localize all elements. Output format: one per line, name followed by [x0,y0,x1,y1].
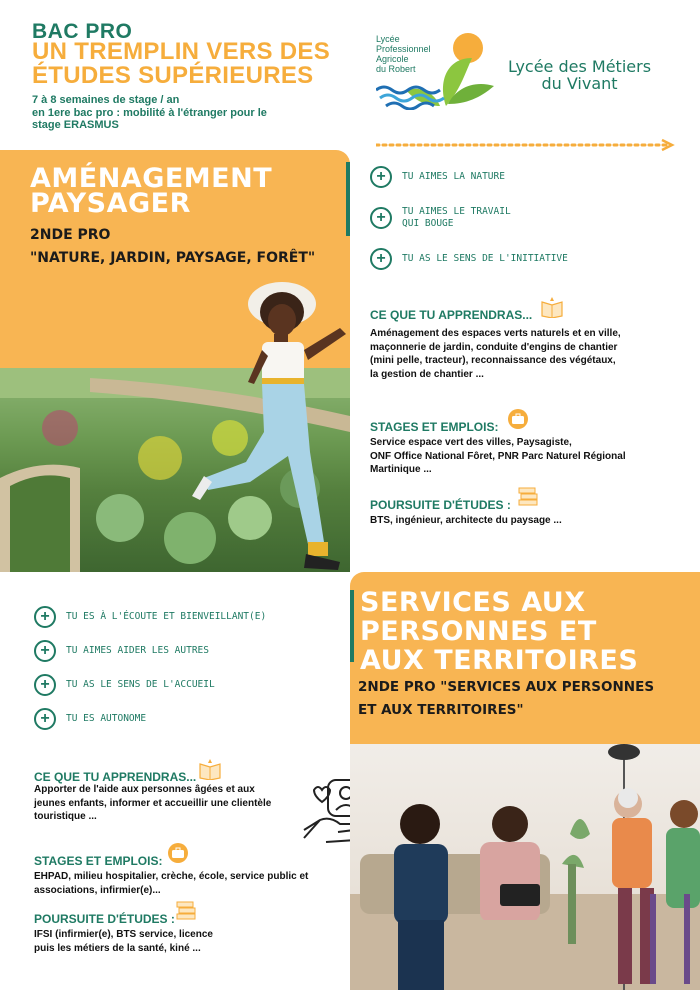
section1-jobs-line1: Service espace vert des villes, Paysagiste, [370,437,572,448]
quality-item [34,674,266,696]
plus-circle-icon: + [34,708,56,730]
briefcase-icon [506,408,530,430]
header-bac-pro: BAC PRO [32,20,133,43]
header-title-line2: ÉTUDES SUPÉRIEURES [32,62,314,89]
section2-learn-line3: touristique ... [34,811,97,822]
section1-learn-text [370,327,621,381]
header-sub-line3: stage ERASMUS [32,119,119,131]
section1-jobs-heading: STAGES ET EMPLOIS: [370,420,499,434]
section1-learn-line1: Aménagement des espaces verts naturels et en ville, [370,328,621,339]
header-title [32,40,330,88]
briefcase-icon [166,842,190,864]
woman-illustration [190,272,380,578]
quality-label: TU AS LE SENS DE L'INITIATIVE [402,253,568,264]
section1-learn-line3: (mini pelle, tracteur), reconnaissance des végétaux, [370,355,616,366]
section2-jobs-line2: associations, infirmier(e)... [34,884,161,896]
logo-text [376,34,431,74]
section2-divider [350,590,354,662]
plus-circle-icon: + [370,248,392,270]
book-icon [198,758,222,780]
section1-studies-heading: POURSUITE D'ÉTUDES : [370,498,511,512]
brand-line2: du Vivant [541,74,618,93]
quality-label: TU ES AUTONOME [66,713,147,724]
section1-sub-line2: "NATURE, JARDIN, PAYSAGE, FORÊT" [30,250,316,266]
section2-qualities [34,606,266,730]
quality-label-line2: QUI BOUGE [402,218,454,229]
header-sub-line1: 7 à 8 semaines de stage / an [32,94,180,106]
section1-qualities [370,166,568,270]
section2-learn-line1: Apporter de l'aide aux personnes âgées et aux [34,784,255,795]
quality-item [370,166,568,188]
section2-learn-heading: CE QUE TU APPRENDRAS... [34,770,197,784]
section1-subtitle [30,224,315,270]
quality-item [34,708,266,730]
quality-item [34,606,266,628]
plus-circle-icon: + [34,606,56,628]
section2-studies-line1: IFSI (infirmier(e), BTS service, licence [34,929,213,940]
books-stack-icon [516,486,540,508]
section1-studies-line1: BTS, ingénieur, architecte du paysage ... [370,515,562,526]
section2-title-line3: AUX TERRITOIRES [360,645,639,676]
header-sub-line2: en 1ere bac pro : mobilité à l'étranger pour le [32,106,267,119]
quality-item [370,206,568,230]
books-stack-icon [174,900,198,922]
section1-learn-heading: CE QUE TU APPRENDRAS... [370,308,533,322]
header-subtitle [32,94,352,132]
plus-circle-icon: + [370,207,392,229]
plus-circle-icon: + [34,674,56,696]
quality-label-line1: TU AIMES LE TRAVAIL [402,206,511,217]
section2-subtitle [358,676,654,722]
section1-jobs-line3: Martinique ... [370,464,432,475]
section1-jobs-text [370,436,626,477]
care-photo [350,744,700,990]
quality-item [370,248,568,270]
section2-jobs-line1: EHPAD, milieu hospitalier, crèche, école, service public et [34,871,309,882]
section2-title [360,588,638,675]
logo-line2: Professionnel [376,44,431,54]
section2-jobs-text [34,870,308,897]
logo-line1: Lycée [376,34,400,44]
arrow-right-icon [376,138,676,152]
quality-label: TU ES À L'ÉCOUTE ET BIENVEILLANT(E) [66,611,267,622]
logo-line3: Agricole [376,54,409,64]
quality-label: TU AIMES AIDER LES AUTRES [66,645,209,656]
section1-learn-line2: maçonnerie de jardin, conduite d'engins de chantier [370,341,618,353]
plus-circle-icon: + [34,640,56,662]
quality-label [402,206,511,230]
header-title-line1: UN TREMPLIN VERS DES [32,38,331,65]
section2-learn-line2: jeunes enfants, informer et accueillir une clientèle [34,797,272,809]
quality-item [34,640,266,662]
section2-sub-line2: ET AUX TERRITOIRES" [358,702,524,718]
logo-line4: du Robert [376,64,416,74]
section2-learn-text [34,783,271,824]
book-icon [540,296,564,318]
section1-learn-line4: la gestion de chantier ... [370,368,484,380]
section2-title-line2: PERSONNES ET [360,616,597,647]
section1-jobs-line2: ONF Office National Fôret, PNR Parc Naturel Régional [370,450,626,462]
section2-sub-line1: 2NDE PRO "SERVICES AUX PERSONNES [358,679,655,695]
section1-studies-text [370,514,562,528]
section1-divider [346,162,350,236]
brand-line1: Lycée des Métiers [508,57,652,76]
plus-circle-icon: + [370,166,392,188]
section2-studies-text [34,928,213,955]
section2-studies-heading: POURSUITE D'ÉTUDES : [34,912,175,926]
section2-studies-line2: puis les métiers de la santé, kiné ... [34,942,201,954]
section1-title-line1: AMÉNAGEMENT [30,163,273,194]
brand-name [508,58,651,92]
section2-jobs-heading: STAGES ET EMPLOIS: [34,854,163,868]
section1-title [30,163,273,219]
quality-label: TU AIMES LA NATURE [402,171,505,182]
section1-sub-line1: 2NDE PRO [30,227,111,243]
section2-title-line1: SERVICES AUX [360,587,586,618]
quality-label: TU AS LE SENS DE L'ACCUEIL [66,679,215,690]
section1-title-line2: PAYSAGER [30,188,191,219]
